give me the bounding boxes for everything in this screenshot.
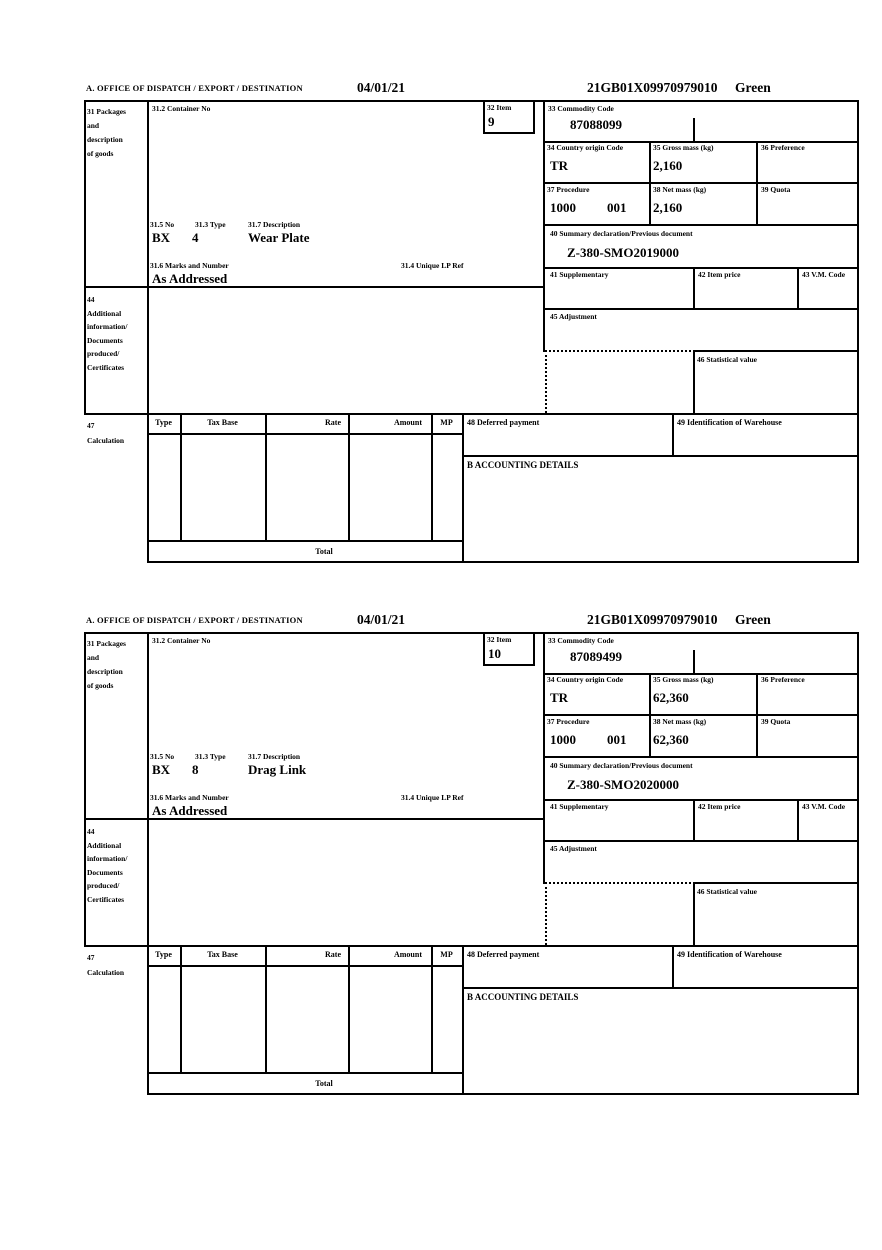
grid-line [693,650,695,675]
grid-line [693,350,695,415]
dotted-line [545,350,547,413]
grid-line [147,561,859,563]
tax-col-amount: Amount [393,950,422,959]
grid-line [693,882,695,947]
grid-line [462,945,464,1095]
dotted-line [545,882,547,945]
grid-line [543,756,859,758]
tax-col-taxbase: Tax Base [207,950,238,959]
tax-col-mp: MP [440,418,453,427]
grid-line [84,945,859,947]
item-number-value: 9 [488,114,495,129]
net-mass-label: 38 Net mass (kg) [653,185,707,194]
vm-code-label: 43 V.M. Code [802,270,846,279]
grid-line [84,818,545,820]
vm-code-label: 43 V.M. Code [802,802,846,811]
adjustment-label: 45 Adjustment [550,312,597,321]
grid-line [483,632,485,666]
grid-line [147,1072,464,1074]
procedure-value: 1000 [550,732,576,747]
grid-line [348,945,350,1074]
container-no-label: 31.2 Container No [152,636,211,645]
unique-lp-ref-label: 31.4 Unique LP Ref [401,261,464,270]
grid-line [797,267,799,310]
adjustment-label: 45 Adjustment [550,844,597,853]
previous-document-label: 40 Summary declaration/Previous document [550,229,693,238]
grid-line [147,433,464,435]
total-label: Total [315,547,333,556]
tax-col-amount: Amount [393,418,422,427]
accounting-details-label: B ACCOUNTING DETAILS [467,460,579,470]
grid-line [533,632,535,666]
supplementary-label: 41 Supplementary [550,270,609,279]
marks-numbers-value: As Addressed [152,271,228,286]
grid-line [693,799,695,842]
grid-line [483,664,535,666]
tax-col-rate: Rate [325,418,341,427]
packages-no-label: 31.5 No [150,220,175,229]
grid-line [147,1093,859,1095]
grid-line [462,413,464,563]
packages-no-value: BX [152,230,171,245]
packages-type-value: 4 [192,230,199,245]
packages-no-label: 31.5 No [150,752,175,761]
commodity-code-value: 87088099 [570,117,622,132]
commodity-code-label: 33 Commodity Code [548,636,614,645]
procedure-label: 37 Procedure [547,717,590,726]
grid-line [857,100,859,563]
grid-line [180,413,182,542]
warehouse-id-label: 49 Identification of Warehouse [677,418,782,427]
description-label: 31.7 Description [248,752,301,761]
grid-line [147,100,149,563]
grid-line [431,413,433,542]
unique-lp-ref-label: 31.4 Unique LP Ref [401,793,464,802]
country-origin-label: 34 Country origin Code [547,143,624,152]
grid-line [147,632,149,1095]
grid-line [84,100,859,102]
grid-line [265,945,267,1074]
grid-line [265,413,267,542]
goods-description-value: Drag Link [248,762,307,777]
grid-line [543,224,859,226]
dotted-line [545,350,695,352]
declaration-section-2 [84,612,861,1098]
gross-mass-label: 35 Gross mass (kg) [653,143,714,152]
packages-no-value: BX [152,762,171,777]
grid-line [462,455,859,457]
packages-type-value: 8 [192,762,199,777]
quota-label: 39 Quota [761,185,791,194]
item-number-value: 10 [488,646,501,661]
statistical-value-label: 46 Statistical value [697,887,757,896]
preference-label: 36 Preference [761,143,805,152]
gross-mass-value: 2,160 [653,158,683,173]
grid-line [543,182,859,184]
acceptance-date: 04/01/21 [357,612,406,627]
box47-label: 47 Calculation [87,421,125,445]
country-origin-label: 34 Country origin Code [547,675,624,684]
grid-line [462,987,859,989]
tax-col-taxbase: Tax Base [207,418,238,427]
box44-label: 44 Additional information/ Documents produced/ Certificates [87,827,128,904]
routing-channel: Green [735,80,771,95]
grid-line [180,945,182,1074]
grid-line [797,799,799,842]
grid-line [348,413,350,542]
item-box-label: 32 Item [487,635,512,644]
grid-line [533,100,535,134]
acceptance-date: 04/01/21 [357,80,406,95]
quota-label: 39 Quota [761,717,791,726]
office-of-dispatch-label: A. OFFICE OF DISPATCH / EXPORT / DESTINATION [86,615,303,625]
supplementary-label: 41 Supplementary [550,802,609,811]
grid-line [84,286,545,288]
grid-line [693,267,695,310]
box31-label: 31 Packages and description of goods [87,639,126,690]
grid-line [672,945,674,989]
procedure-ext-value: 001 [607,200,627,215]
warehouse-id-label: 49 Identification of Warehouse [677,950,782,959]
previous-document-value: Z-380-SMO2020000 [567,777,679,792]
grid-line [672,413,674,457]
goods-description-value: Wear Plate [248,230,310,245]
grid-line [543,714,859,716]
grid-line [756,673,758,758]
grid-line [84,413,859,415]
country-origin-value: TR [550,158,569,173]
tax-col-rate: Rate [325,950,341,959]
statistical-value-label: 46 Statistical value [697,355,757,364]
accounting-details-label: B ACCOUNTING DETAILS [467,992,579,1002]
dotted-line [545,882,695,884]
container-no-label: 31.2 Container No [152,104,211,113]
procedure-ext-value: 001 [607,732,627,747]
grid-line [431,945,433,1074]
preference-label: 36 Preference [761,675,805,684]
deferred-payment-label: 48 Deferred payment [467,950,540,959]
grid-line [649,673,651,758]
grid-line [483,132,535,134]
movement-reference-number: 21GB01X09970979010 [587,612,718,627]
grid-line [543,632,545,884]
gross-mass-value: 62,360 [653,690,689,705]
packages-type-label: 31.3 Type [195,752,226,761]
grid-line [543,100,545,352]
total-label: Total [315,1079,333,1088]
commodity-code-label: 33 Commodity Code [548,104,614,113]
routing-channel: Green [735,612,771,627]
item-price-label: 42 Item price [698,270,741,279]
grid-line [483,100,485,134]
box47-label: 47 Calculation [87,953,125,977]
grid-line [543,267,859,269]
packages-type-label: 31.3 Type [195,220,226,229]
description-label: 31.7 Description [248,220,301,229]
declaration-section-1 [84,80,861,566]
tax-col-mp: MP [440,950,453,959]
box44-label: 44 Additional information/ Documents produced/ Certificates [87,295,128,372]
grid-line [693,350,859,352]
movement-reference-number: 21GB01X09970979010 [587,80,718,95]
tax-col-type: Type [155,950,172,959]
tax-col-type: Type [155,418,172,427]
net-mass-value: 2,160 [653,200,683,215]
grid-line [147,965,464,967]
grid-line [543,840,859,842]
grid-line [147,540,464,542]
grid-line [649,141,651,226]
commodity-code-value: 87089499 [570,649,622,664]
box31-label: 31 Packages and description of goods [87,107,126,158]
grid-line [756,141,758,226]
office-of-dispatch-label: A. OFFICE OF DISPATCH / EXPORT / DESTINATION [86,83,303,93]
procedure-label: 37 Procedure [547,185,590,194]
marks-numbers-value: As Addressed [152,803,228,818]
marks-numbers-label: 31.6 Marks and Number [150,261,229,270]
previous-document-value: Z-380-SMO2019000 [567,245,679,260]
item-box-label: 32 Item [487,103,512,112]
procedure-value: 1000 [550,200,576,215]
net-mass-label: 38 Net mass (kg) [653,717,707,726]
grid-line [693,882,859,884]
marks-numbers-label: 31.6 Marks and Number [150,793,229,802]
grid-line [693,118,695,143]
country-origin-value: TR [550,690,569,705]
grid-line [84,100,86,415]
previous-document-label: 40 Summary declaration/Previous document [550,761,693,770]
deferred-payment-label: 48 Deferred payment [467,418,540,427]
grid-line [543,799,859,801]
gross-mass-label: 35 Gross mass (kg) [653,675,714,684]
grid-line [84,632,86,947]
grid-line [84,632,859,634]
grid-line [857,632,859,1095]
net-mass-value: 62,360 [653,732,689,747]
grid-line [543,308,859,310]
item-price-label: 42 Item price [698,802,741,811]
